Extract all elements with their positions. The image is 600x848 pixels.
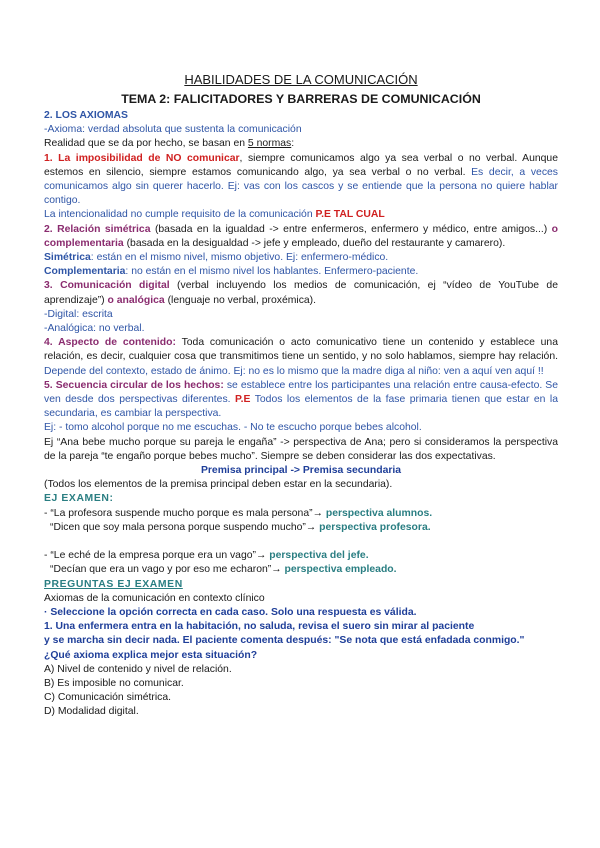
simetrica-label: Simétrica [44, 252, 91, 264]
examen-line-4-text: “Decían que era un vago y por eso me echaron”→ [50, 564, 285, 576]
examen-line-3-text: - “Le eché de la empresa porque era un vago”→ [44, 550, 270, 562]
simetrica-line [44, 251, 558, 265]
axiom-2-label2: o complementaria [44, 223, 558, 249]
examen-heading: EJ EXAMEN: [44, 493, 114, 505]
preguntas-instruction: · Seleccione la opción correcta en cada caso. Solo una respuesta es válida. [44, 606, 417, 618]
axiom-1-label: 1. La imposibilidad de NO comunicar [44, 152, 240, 164]
axiom-1-text: , siempre comunicamos algo ya sea verbal o no verbal. Aunque estemos en silencio, siempre estamos comunicando algo, ya sea verbal o no verbal. [44, 152, 558, 178]
examen-line-1 [44, 507, 558, 521]
complementaria-label: Complementaria [44, 266, 126, 278]
examen-line-3 [44, 549, 558, 563]
examen-line-4 [44, 563, 558, 577]
axiom-1-note-text: La intencionalidad no cumple requisito de la comunicación [44, 209, 316, 221]
axiom-2-text: (basada en la igualdad -> entre enfermeros, enfermero y médico, entre amigos...) [150, 223, 548, 235]
question-1-line-1: 1. Una enfermera entra en la habitación, no saluda, revisa el suero sin mirar al paciente [44, 621, 475, 633]
axiom-5-example-2: Ej “Ana bebe mucho porque su pareja le engaña” -> perspectiva de Ana; pero si consideramos la perspectiva de la pareja “te engaño porque bebes mucho”. Siempre se deben considerar las dos expectativas. [44, 436, 558, 462]
axiom-2-text2: (basada en la desigualdad -> jefe y empleado, dueño del restaurante y camarero). [123, 237, 506, 249]
examen-line-2-text: “Dicen que soy mala persona porque suspendo mucho”→ [50, 521, 320, 533]
premisa-title: Premisa principal -> Premisa secundaria [200, 465, 402, 477]
option-a: A) Nivel de contenido y nivel de relación. [44, 663, 232, 675]
normas-line [44, 137, 558, 151]
axiom-4-paragraph [44, 336, 558, 379]
axiom-3-label2: o analógica [107, 294, 165, 306]
option-d: D) Modalidad digital. [44, 706, 139, 718]
examen-line-4-perspective: perspectiva empleado. [284, 564, 397, 576]
axiom-3-text: (verbal incluyendo los medios de comunicación, ej “vídeo de YouTube de aprendizaje”) [44, 280, 558, 306]
axiom-5-pe: P.E [235, 394, 251, 406]
simetrica-text: : están en el mismo nivel, mismo objetivo. Ej: enfermero-médico. [90, 252, 389, 264]
option-b: B) Es imposible no comunicar. [44, 677, 184, 689]
examen-line-2 [44, 521, 558, 535]
option-c: C) Comunicación simétrica. [44, 692, 172, 704]
question-1-line-3: ¿Qué axioma explica mejor esta situación? [44, 649, 258, 661]
examen-line-1-text: - “La profesora suspende mucho porque es mala persona”→ [44, 507, 326, 519]
axiom-1-pe: P.E TAL CUAL [315, 209, 385, 221]
normas-post: : [291, 138, 295, 150]
analogica-line: -Analógica: no verbal. [44, 323, 145, 335]
section-heading-axiomas: 2. LOS AXIOMAS [44, 110, 128, 121]
axiom-5-text: se establece entre los participantes una relación entre causa-efecto. Se ven desde dos perspectivas diferentes. [44, 379, 558, 406]
normas-underlined: 5 normas [247, 138, 292, 150]
complementaria-line [44, 265, 558, 279]
axiom-1-text-blue: Es decir, a veces comunicamos algo sin querer hacerlo. Ej: vas con los cascos y se entiende que la persona no quiere hablar contigo. [44, 166, 559, 207]
axiom-2-paragraph [44, 223, 558, 251]
examen-line-2-perspective: perspectiva profesora. [319, 521, 431, 533]
document-page [44, 72, 558, 720]
axiom-4-text: Toda comunicación o acto comunicativo tiene un contenido y establece una relación, es decir, cualquier cosa que transmitimos tiene un sentido, y no solo hablamos, siempre hay relación. [44, 337, 558, 363]
axiom-5-example-1: Ej: - tomo alcohol porque no me escuchas. - No te escucho porque bebes alcohol. [44, 422, 422, 434]
axiom-1-note [44, 208, 558, 222]
premisa-note: (Todos los elementos de la premisa principal deben estar en la secundaria). [44, 479, 393, 491]
digital-line: -Digital: escrita [44, 308, 113, 320]
axiom-3-label: 3. Comunicación digital [44, 280, 170, 292]
axiom-1-paragraph [44, 152, 558, 209]
question-1-line-2: y se marcha sin decir nada. El paciente comenta después: "Se nota que está enfadada conmigo." [44, 635, 525, 647]
axiom-2-label: 2. Relación simétrica [44, 223, 151, 235]
axiom-5-paragraph [44, 379, 558, 422]
axiom-3-paragraph [44, 279, 558, 307]
axiom-5-text2: Todos los elementos de la fase primaria tienen que estar en la secundaria, es cambiar la perspectiva. [44, 394, 558, 420]
axioma-definition: -Axioma: verdad absoluta que sustenta la comunicación [44, 124, 302, 136]
examen-line-1-perspective: perspectiva alumnos. [325, 507, 433, 519]
doc-title: HABILIDADES DE LA COMUNICACIÓN [184, 72, 418, 87]
complementaria-text: : no están en el mismo nivel los hablantes. Enfermero-paciente. [125, 266, 419, 278]
axiom-3-text2: (lenguaje no verbal, proxémica). [164, 294, 317, 306]
axiom-4-text-blue: Depende del contexto, estado de ánimo. Ej: no es lo mismo que la madre diga al niño: ven a aquí ven aquí !! [44, 365, 544, 377]
axiom-4-label: 4. Aspecto de contenido: [44, 337, 176, 349]
examen-line-3-perspective: perspectiva del jefe. [269, 550, 369, 562]
preguntas-heading: PREGUNTAS EJ EXAMEN [44, 578, 183, 590]
doc-subtitle: TEMA 2: FALICITADORES Y BARRERAS DE COMUNICACIÓN [121, 92, 481, 106]
preguntas-context: Axiomas de la comunicación en contexto clínico [44, 592, 265, 604]
normas-pre: Realidad que se da por hecho, se basan en [44, 138, 248, 150]
axiom-5-label: 5. Secuencia circular de los hechos: [44, 379, 224, 391]
